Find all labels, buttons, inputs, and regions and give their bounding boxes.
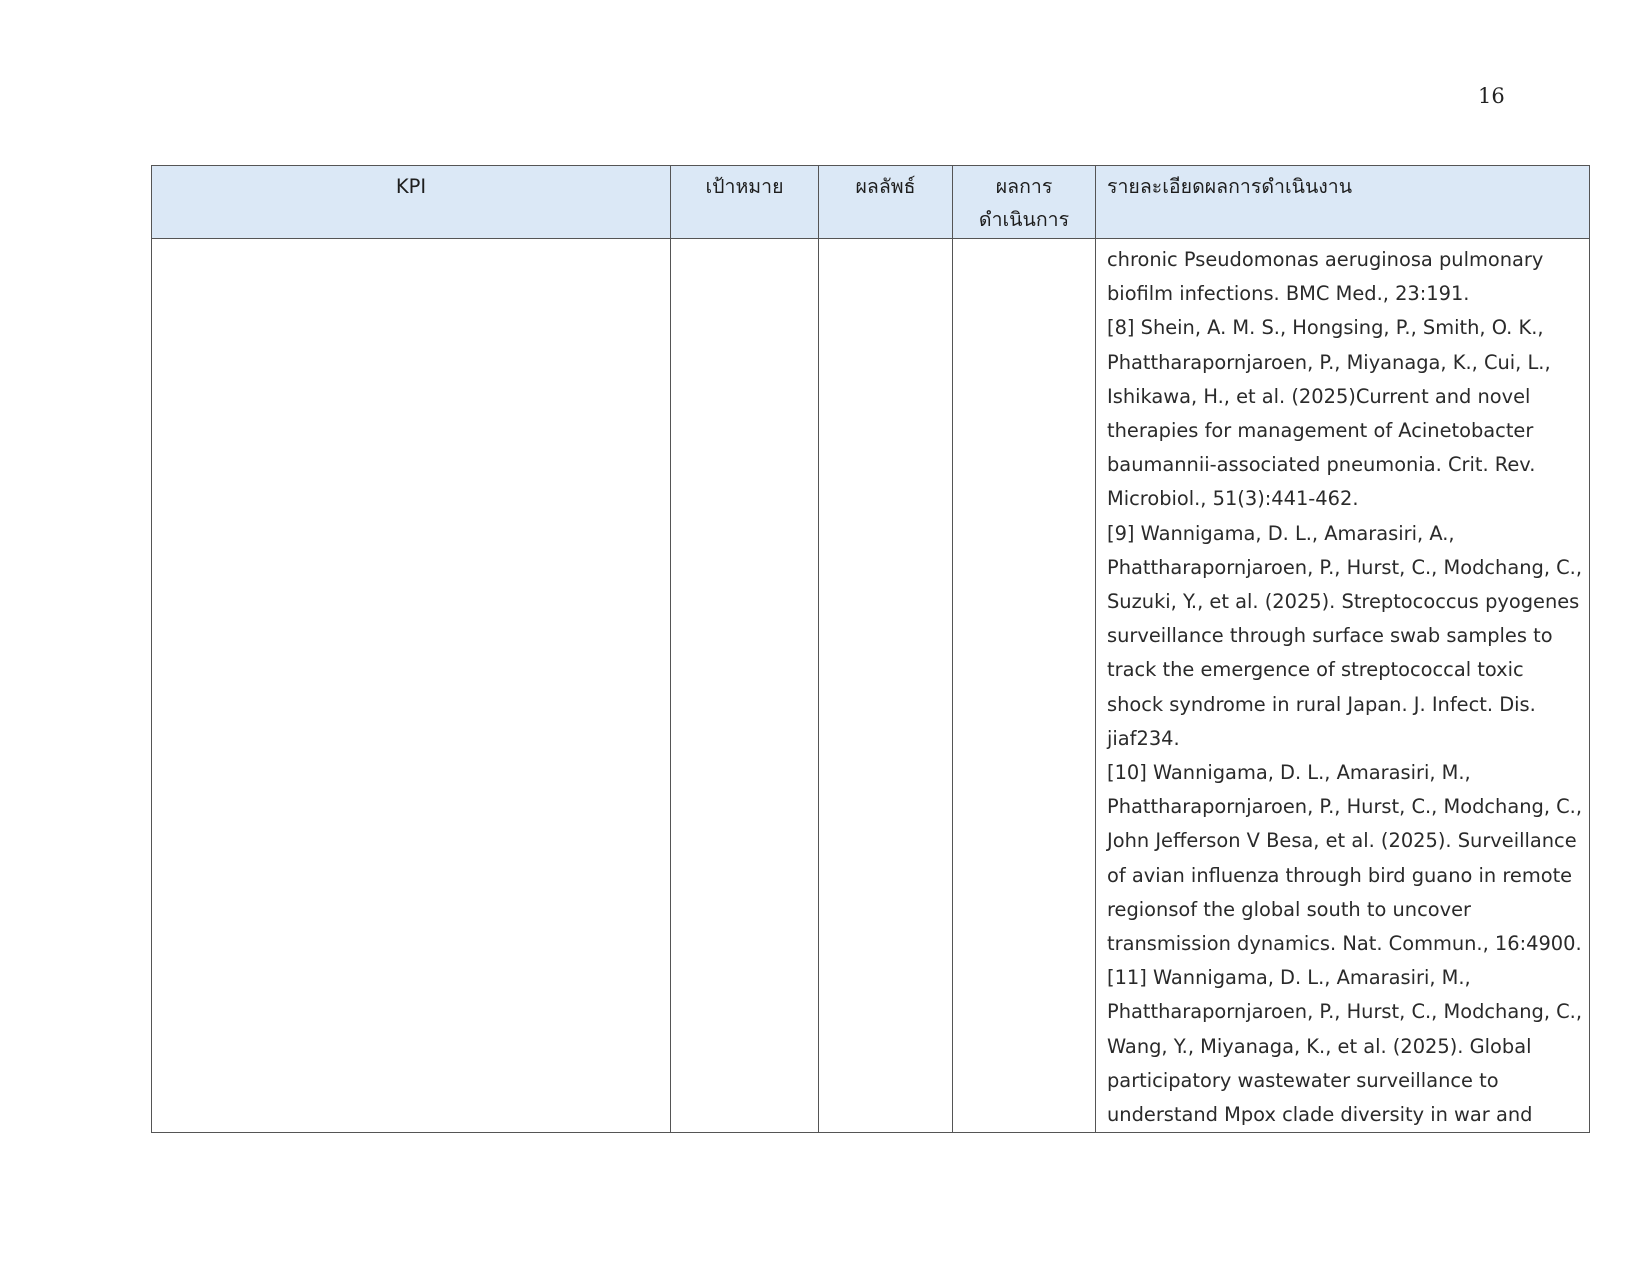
kpi-cell	[152, 239, 671, 1133]
details-line: Microbiol., 51(3):441-462.	[1107, 487, 1359, 511]
details-line: Wang, Y., Miyanaga, K., et al. (2025). Global	[1107, 1034, 1532, 1058]
details-line: Ishikawa, H., et al. (2025)Current and novel	[1107, 384, 1531, 408]
header-target: เป้าหมาย	[671, 166, 819, 239]
kpi-table	[151, 165, 1590, 1133]
details-line: Phattharapornjaroen, P., Hurst, C., Modchang, C.,	[1107, 1000, 1583, 1024]
details-line: Phattharapornjaroen, P., Hurst, C., Modchang, C.,	[1107, 555, 1583, 579]
header-result	[953, 166, 1096, 239]
outcome-cell	[819, 239, 953, 1133]
details-line: transmission dynamics. Nat. Commun., 16:4900.	[1107, 932, 1582, 956]
details-line: [8] Shein, A. M. S., Hongsing, P., Smith, O. K.,	[1107, 316, 1544, 340]
target-cell	[671, 239, 819, 1133]
details-line: of avian influenza through bird guano in remote	[1107, 863, 1573, 887]
page-number: 16	[1478, 84, 1505, 108]
details-line: jiaf234.	[1107, 726, 1180, 750]
details-line: Suzuki, Y., et al. (2025). Streptococcus pyogenes	[1107, 590, 1580, 614]
header-details: รายละเอียดผลการดำเนินงาน	[1096, 166, 1590, 239]
header-result-line1: ผลการ	[995, 175, 1053, 198]
details-line: shock syndrome in rural Japan. J. Infect. Dis.	[1107, 692, 1536, 716]
details-line: biofilm infections. BMC Med., 23:191.	[1107, 282, 1470, 306]
details-line: [10] Wannigama, D. L., Amarasiri, M.,	[1107, 761, 1471, 785]
details-line: John Jefferson V Besa, et al. (2025). Surveillance	[1107, 829, 1577, 853]
details-line: understand Mpox clade diversity in war and	[1107, 1103, 1533, 1127]
table-row	[152, 239, 1590, 1133]
header-result-line2: ดำเนินการ	[978, 208, 1070, 231]
details-line: Phattharapornjaroen, P., Miyanaga, K., Cui, L.,	[1107, 350, 1551, 374]
details-line: surveillance through surface swab samples to	[1107, 624, 1553, 648]
details-cell	[1096, 239, 1590, 1133]
details-line: therapies for management of Acinetobacter	[1107, 419, 1534, 443]
details-line: [9] Wannigama, D. L., Amarasiri, A.,	[1107, 521, 1455, 545]
header-kpi: KPI	[152, 166, 671, 239]
details-line: regionsof the global south to uncover	[1107, 897, 1471, 921]
table-header-row	[152, 166, 1590, 239]
details-line: baumannii-associated pneumonia. Crit. Rev.	[1107, 453, 1536, 477]
details-line: track the emergence of streptococcal toxic	[1107, 658, 1524, 682]
result-cell	[953, 239, 1096, 1133]
details-line: participatory wastewater surveillance to	[1107, 1068, 1499, 1092]
details-line: chronic Pseudomonas aeruginosa pulmonary	[1107, 248, 1544, 271]
header-outcome: ผลลัพธ์	[819, 166, 953, 239]
details-line: Phattharapornjaroen, P., Hurst, C., Modchang, C.,	[1107, 795, 1583, 819]
details-line: [11] Wannigama, D. L., Amarasiri, M.,	[1107, 966, 1471, 990]
